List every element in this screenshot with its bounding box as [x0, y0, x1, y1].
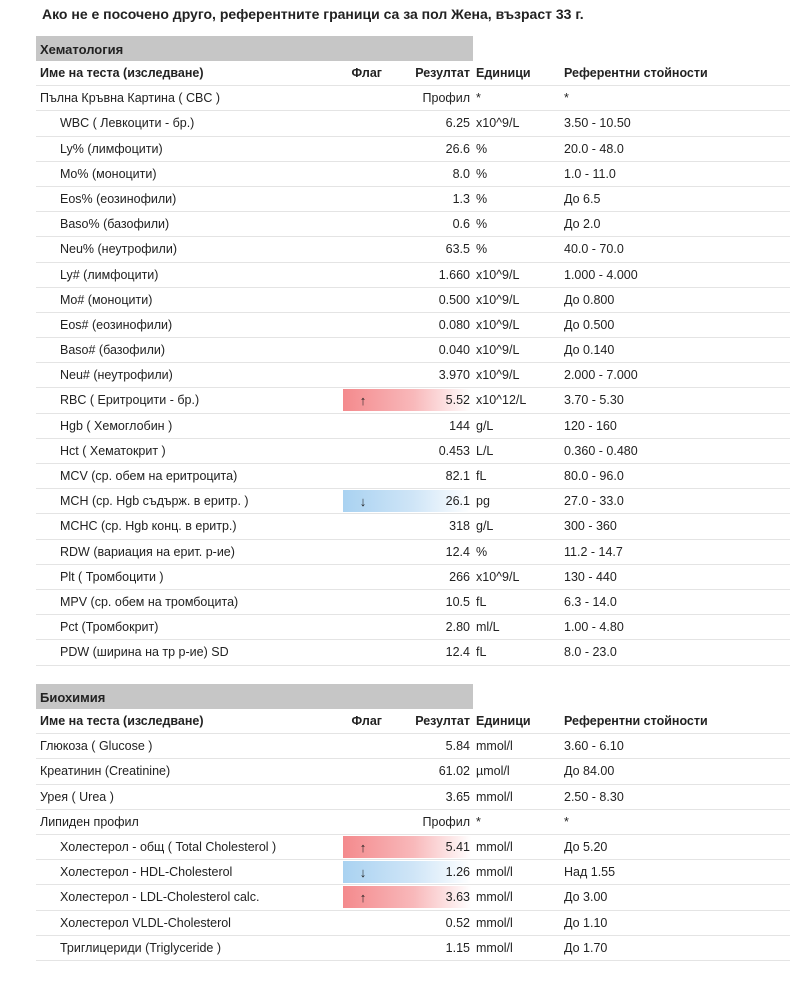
arrow-down-icon: ↓	[359, 865, 367, 881]
test-name: Pct (Тромбокрит)	[60, 620, 159, 635]
reference-range: 2.000 - 7.000	[564, 368, 638, 383]
reference-range: 1.0 - 11.0	[564, 166, 616, 181]
table-row	[36, 162, 790, 187]
test-name: Baso% (базофили)	[60, 217, 170, 232]
section-title-hematology: Хематология	[36, 36, 473, 61]
units-value: mmol/l	[476, 739, 513, 754]
col-header-reference: Референтни стойности	[564, 66, 708, 80]
table-row	[36, 237, 790, 262]
test-name: Креатинин (Creatinine)	[40, 764, 171, 779]
result-value: 10.5	[445, 594, 470, 609]
table-row	[36, 388, 790, 413]
table-row	[36, 835, 790, 860]
test-name: Холестерол - HDL-Cholesterol	[60, 865, 233, 880]
result-value: 0.040	[438, 343, 470, 358]
col-header-name: Име на теста (изследване)	[40, 714, 204, 728]
table-row	[36, 414, 790, 439]
test-name: Урея ( Urea )	[40, 789, 114, 804]
col-header-flag: Флаг	[351, 714, 382, 728]
table-row	[36, 860, 790, 885]
table-row	[36, 885, 790, 910]
table-row	[36, 936, 790, 961]
result-value: 1.3	[452, 191, 470, 206]
result-value: 1.660	[438, 267, 470, 282]
result-value: 1.26	[445, 865, 470, 880]
result-value: 0.52	[445, 915, 470, 930]
test-name: PDW (ширина на тр р-ие) SD	[60, 645, 229, 660]
units-value: mmol/l	[476, 890, 513, 905]
reference-range: 300 - 360	[564, 519, 617, 534]
table-row	[36, 439, 790, 464]
test-name: Триглицериди (Triglyceride )	[60, 940, 222, 955]
units-value: %	[476, 141, 488, 156]
result-value: 266	[449, 569, 470, 584]
reference-range: 20.0 - 48.0	[564, 141, 624, 156]
hematology-section	[36, 36, 790, 666]
units-value: mmol/l	[476, 839, 513, 854]
table-header	[36, 709, 790, 734]
table-row	[36, 489, 790, 514]
test-name: Холестерол - LDL-Cholesterol calc.	[60, 890, 260, 905]
test-name: Plt ( Тромбоцити )	[60, 569, 164, 584]
units-value: g/L	[476, 418, 494, 433]
arrow-up-icon: ↑	[359, 393, 367, 409]
test-name: Ly# (лимфоцити)	[60, 267, 159, 282]
units-value: mmol/l	[476, 940, 513, 955]
result-value: 0.453	[438, 443, 470, 458]
result-value: 6.25	[445, 116, 470, 131]
arrow-up-icon: ↑	[359, 890, 367, 906]
reference-range: 1.000 - 4.000	[564, 267, 638, 282]
result-value: 3.970	[438, 368, 470, 383]
result-value: 8.0	[452, 166, 470, 181]
test-name: Липиден профил	[40, 814, 139, 829]
units-value: %	[476, 191, 488, 206]
result-value: 5.52	[445, 393, 470, 408]
reference-range: 3.50 - 10.50	[564, 116, 631, 131]
biochemistry-section	[36, 684, 790, 961]
test-name: Ly% (лимфоцити)	[60, 141, 163, 156]
result-value: 0.080	[438, 317, 470, 332]
units-value: *	[476, 814, 481, 829]
reference-note: Ако не е посочено друго, референтните граници са за пол Жена, възраст 33 г.	[42, 6, 584, 22]
table-row	[36, 363, 790, 388]
units-value: %	[476, 166, 488, 181]
test-name: Mo# (моноцити)	[60, 292, 153, 307]
units-value: %	[476, 544, 488, 559]
col-header-units: Единици	[476, 66, 531, 80]
col-header-flag: Флаг	[351, 66, 382, 80]
table-row	[36, 187, 790, 212]
units-value: fL	[476, 645, 487, 660]
units-value: *	[476, 91, 481, 106]
units-value: %	[476, 242, 488, 257]
test-name: Baso# (базофили)	[60, 343, 166, 358]
table-row	[36, 640, 790, 665]
test-name: Пълна Кръвна Картина ( CBC )	[40, 91, 221, 106]
arrow-up-icon: ↑	[359, 839, 367, 855]
result-value: 2.80	[445, 620, 470, 635]
reference-range: До 84.00	[564, 764, 615, 779]
test-name: Холестерол - общ ( Total Cholesterol )	[60, 839, 277, 854]
result-value: 3.65	[445, 789, 470, 804]
units-value: x10^9/L	[476, 116, 520, 131]
test-name: Hct ( Хематокрит )	[60, 443, 166, 458]
result-value: 61.02	[438, 764, 470, 779]
result-value: 144	[449, 418, 470, 433]
units-value: L/L	[476, 443, 494, 458]
reference-range: До 1.70	[564, 940, 608, 955]
units-value: g/L	[476, 519, 494, 534]
units-value: x10^9/L	[476, 267, 520, 282]
units-value: x10^9/L	[476, 368, 520, 383]
reference-range: 2.50 - 8.30	[564, 789, 624, 804]
table-row	[36, 540, 790, 565]
units-value: x10^9/L	[476, 343, 520, 358]
test-name: Eos% (еозинофили)	[60, 191, 177, 206]
reference-range: До 6.5	[564, 191, 601, 206]
table-row	[36, 338, 790, 363]
table-row	[36, 86, 790, 111]
units-value: mmol/l	[476, 865, 513, 880]
table-row	[36, 288, 790, 313]
reference-range: До 1.10	[564, 915, 608, 930]
reference-range: 3.60 - 6.10	[564, 739, 624, 754]
col-header-result: Резултат	[415, 714, 470, 728]
test-name: Neu# (неутрофили)	[60, 368, 173, 383]
test-name: Eos# (еозинофили)	[60, 317, 173, 332]
table-row	[36, 615, 790, 640]
result-value: 0.500	[438, 292, 470, 307]
units-value: ml/L	[476, 620, 500, 635]
reference-range: До 0.500	[564, 317, 615, 332]
result-value: 5.84	[445, 739, 470, 754]
test-name: Mo% (моноцити)	[60, 166, 157, 181]
test-name: Холестерол VLDL-Cholesterol	[60, 915, 231, 930]
table-row	[36, 514, 790, 539]
test-name: MPV (ср. обем на тромбоцита)	[60, 594, 239, 609]
arrow-down-icon: ↓	[359, 494, 367, 510]
result-value: 318	[449, 519, 470, 534]
test-name: MCHC (ср. Hgb конц. в еритр.)	[60, 519, 237, 534]
result-value: Профил	[422, 814, 470, 829]
units-value: mmol/l	[476, 915, 513, 930]
table-row	[36, 111, 790, 136]
reference-range: 11.2 - 14.7	[564, 544, 623, 559]
table-row	[36, 590, 790, 615]
table-row	[36, 759, 790, 784]
units-value: %	[476, 217, 488, 232]
reference-range: 6.3 - 14.0	[564, 594, 617, 609]
table-header	[36, 61, 790, 86]
reference-range: До 2.0	[564, 217, 601, 232]
units-value: x10^12/L	[476, 393, 527, 408]
table-row	[36, 810, 790, 835]
result-value: 3.63	[445, 890, 470, 905]
reference-range: 8.0 - 23.0	[564, 645, 617, 660]
reference-range: 120 - 160	[564, 418, 617, 433]
reference-range: 80.0 - 96.0	[564, 469, 624, 483]
test-name: RBC ( Еритроцити - бр.)	[60, 393, 200, 408]
reference-range: 1.00 - 4.80	[564, 620, 624, 635]
result-value: 5.41	[445, 839, 470, 854]
units-value: x10^9/L	[476, 569, 520, 584]
table-row	[36, 911, 790, 936]
units-value: mmol/l	[476, 789, 513, 804]
col-header-units: Единици	[476, 714, 531, 728]
result-value: 12.4	[445, 544, 470, 559]
reference-range: *	[564, 91, 569, 106]
reference-range: 40.0 - 70.0	[564, 242, 624, 257]
test-name: MCH (ср. Hgb съдърж. в еритр. )	[60, 494, 249, 509]
units-value: fL	[476, 594, 487, 609]
reference-range: До 3.00	[564, 890, 608, 905]
col-header-result: Резултат	[415, 66, 470, 80]
table-row	[36, 263, 790, 288]
col-header-reference: Референтни стойности	[564, 714, 708, 728]
units-value: x10^9/L	[476, 317, 520, 332]
test-name: RDW (вариация на ерит. р-ие)	[60, 544, 235, 559]
result-value: 26.1	[445, 494, 470, 509]
reference-range: *	[564, 814, 569, 829]
units-value: x10^9/L	[476, 292, 520, 307]
units-value: fL	[476, 469, 487, 483]
reference-range: До 0.140	[564, 343, 615, 358]
result-value: 82.1	[445, 469, 470, 483]
result-value: 12.4	[445, 645, 470, 660]
test-name: Neu% (неутрофили)	[60, 242, 177, 257]
test-name: WBC ( Левкоцити - бр.)	[60, 116, 195, 131]
reference-range: 3.70 - 5.30	[564, 393, 624, 408]
table-row	[36, 734, 790, 759]
reference-range: 27.0 - 33.0	[564, 494, 624, 509]
table-row	[36, 565, 790, 590]
table-row	[36, 464, 790, 489]
result-value: Профил	[422, 91, 470, 106]
section-title-biochemistry: Биохимия	[36, 684, 473, 709]
reference-range: 0.360 - 0.480	[564, 443, 638, 458]
test-name: Глюкоза ( Glucose )	[40, 739, 153, 754]
reference-range: 130 - 440	[564, 569, 617, 584]
reference-range: До 0.800	[564, 292, 615, 307]
test-name: MCV (ср. обем на еритроцита)	[60, 469, 238, 483]
units-value: pg	[476, 494, 490, 509]
table-row	[36, 212, 790, 237]
result-value: 63.5	[445, 242, 470, 257]
result-value: 26.6	[445, 141, 470, 156]
result-value: 0.6	[452, 217, 470, 232]
test-name: Hgb ( Хемоглобин )	[60, 418, 173, 433]
table-row	[36, 137, 790, 162]
table-row	[36, 313, 790, 338]
col-header-name: Име на теста (изследване)	[40, 66, 204, 80]
table-row	[36, 785, 790, 810]
result-value: 1.15	[445, 940, 470, 955]
units-value: µmol/l	[476, 764, 510, 779]
reference-range: Над 1.55	[564, 865, 616, 880]
reference-range: До 5.20	[564, 839, 608, 854]
